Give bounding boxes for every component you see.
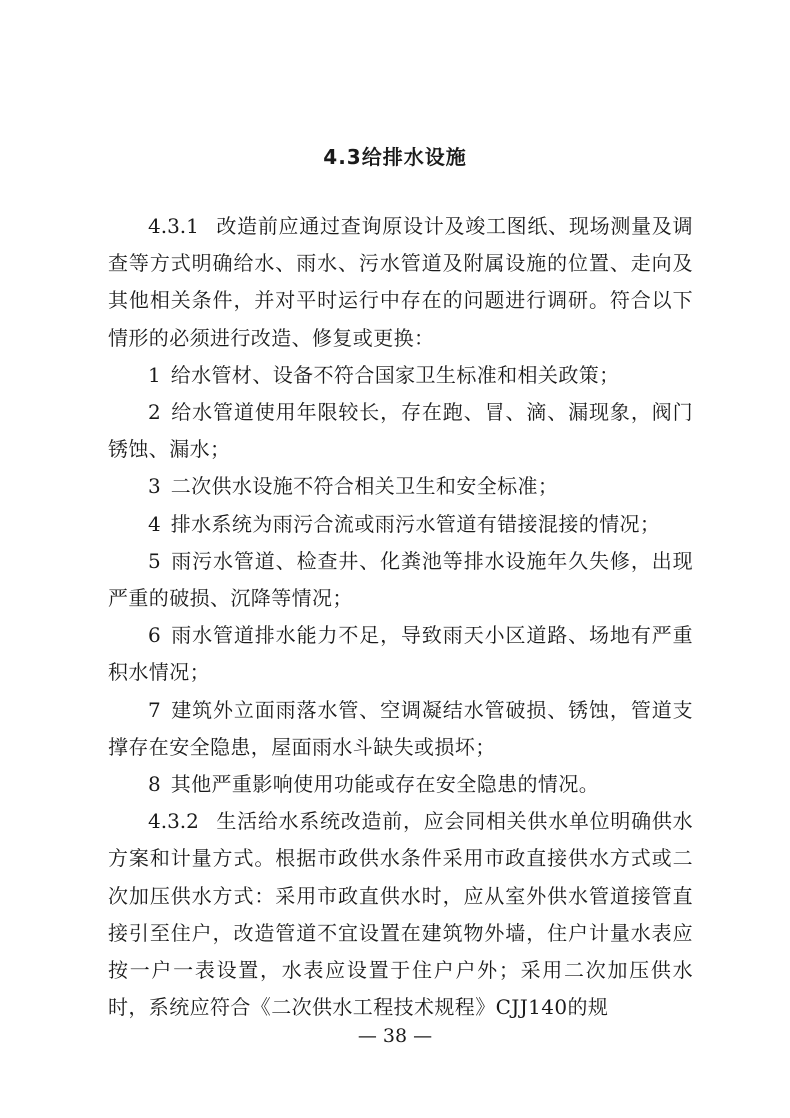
list-item [108,468,693,505]
list-item-text: 给水管道使用年限较长，存在跑、冒、滴、漏现象，阀门锈蚀、漏水； [108,400,693,462]
list-item-text: 雨水管道排水能力不足，导致雨天小区道路、场地有严重积水情况； [108,623,693,685]
list-item-number: 3 [148,474,161,499]
list-item [108,617,693,691]
list-item-number: 8 [148,772,161,797]
list-item-text: 二次供水设施不符合相关卫生和安全标准； [170,474,559,499]
list-item [108,357,693,394]
clause-text: 改造前应通过查询原设计及竣工图纸、现场测量及调查等方式明确给水、雨水、污水管道及附属设施的位置、走向及其他相关条件，并对平时运行中存在的问题进行调研。符合以下情形的必须进行改造、修复或更换： [108,214,693,350]
clause-number: 4.3.2 [148,809,199,834]
list-item-text: 建筑外立面雨落水管、空调凝结水管破损、锈蚀，管道支撑存在安全隐患，屋面雨水斗缺失或损坏； [108,697,693,759]
list-item [108,543,693,617]
clause-number: 4.3.1 [148,214,199,238]
clause-paragraph [108,208,693,357]
list-item-number: 4 [148,511,161,536]
list-item-number: 6 [148,623,161,648]
list-item [108,692,693,766]
list-item-text: 排水系统为雨污合流或雨污水管道有错接混接的情况； [170,511,661,536]
list-item-text: 给水管材、设备不符合国家卫生标准和相关政策； [170,362,620,387]
list-item [108,766,693,803]
list-item-number: 5 [148,548,161,573]
list-item-number: 1 [148,362,161,387]
list-item-number: 7 [148,697,161,722]
body-text [108,208,693,1026]
list-item-number: 2 [148,400,161,425]
list-item [108,506,693,543]
list-item-text: 雨污水管道、检查井、化粪池等排水设施年久失修，出现严重的破损、沉降等情况； [108,548,693,611]
clause-paragraph [108,803,693,1026]
list-item-text: 其他严重影响使用功能或存在安全隐患的情况。 [170,772,600,797]
section-title: 4.3给排水设施 [323,145,467,169]
list-item [108,394,693,468]
page-number: — 38 — [357,1025,433,1047]
clause-text: 生活给水系统改造前，应会同相关供水单位明确供水方案和计量方式。根据市政供水条件采用市政直接供水方式或二次加压供水方式：采用市政直供水时，应从室外供水管道接管直接引至住户，改造管道不宜设置在建筑物外墙，住户计量水表应按一户一表设置，水表应设置于住户户外；采用二次加压供水时，系统应符合《二次供水工程技术规程》CJJ140的规 [108,809,693,1020]
